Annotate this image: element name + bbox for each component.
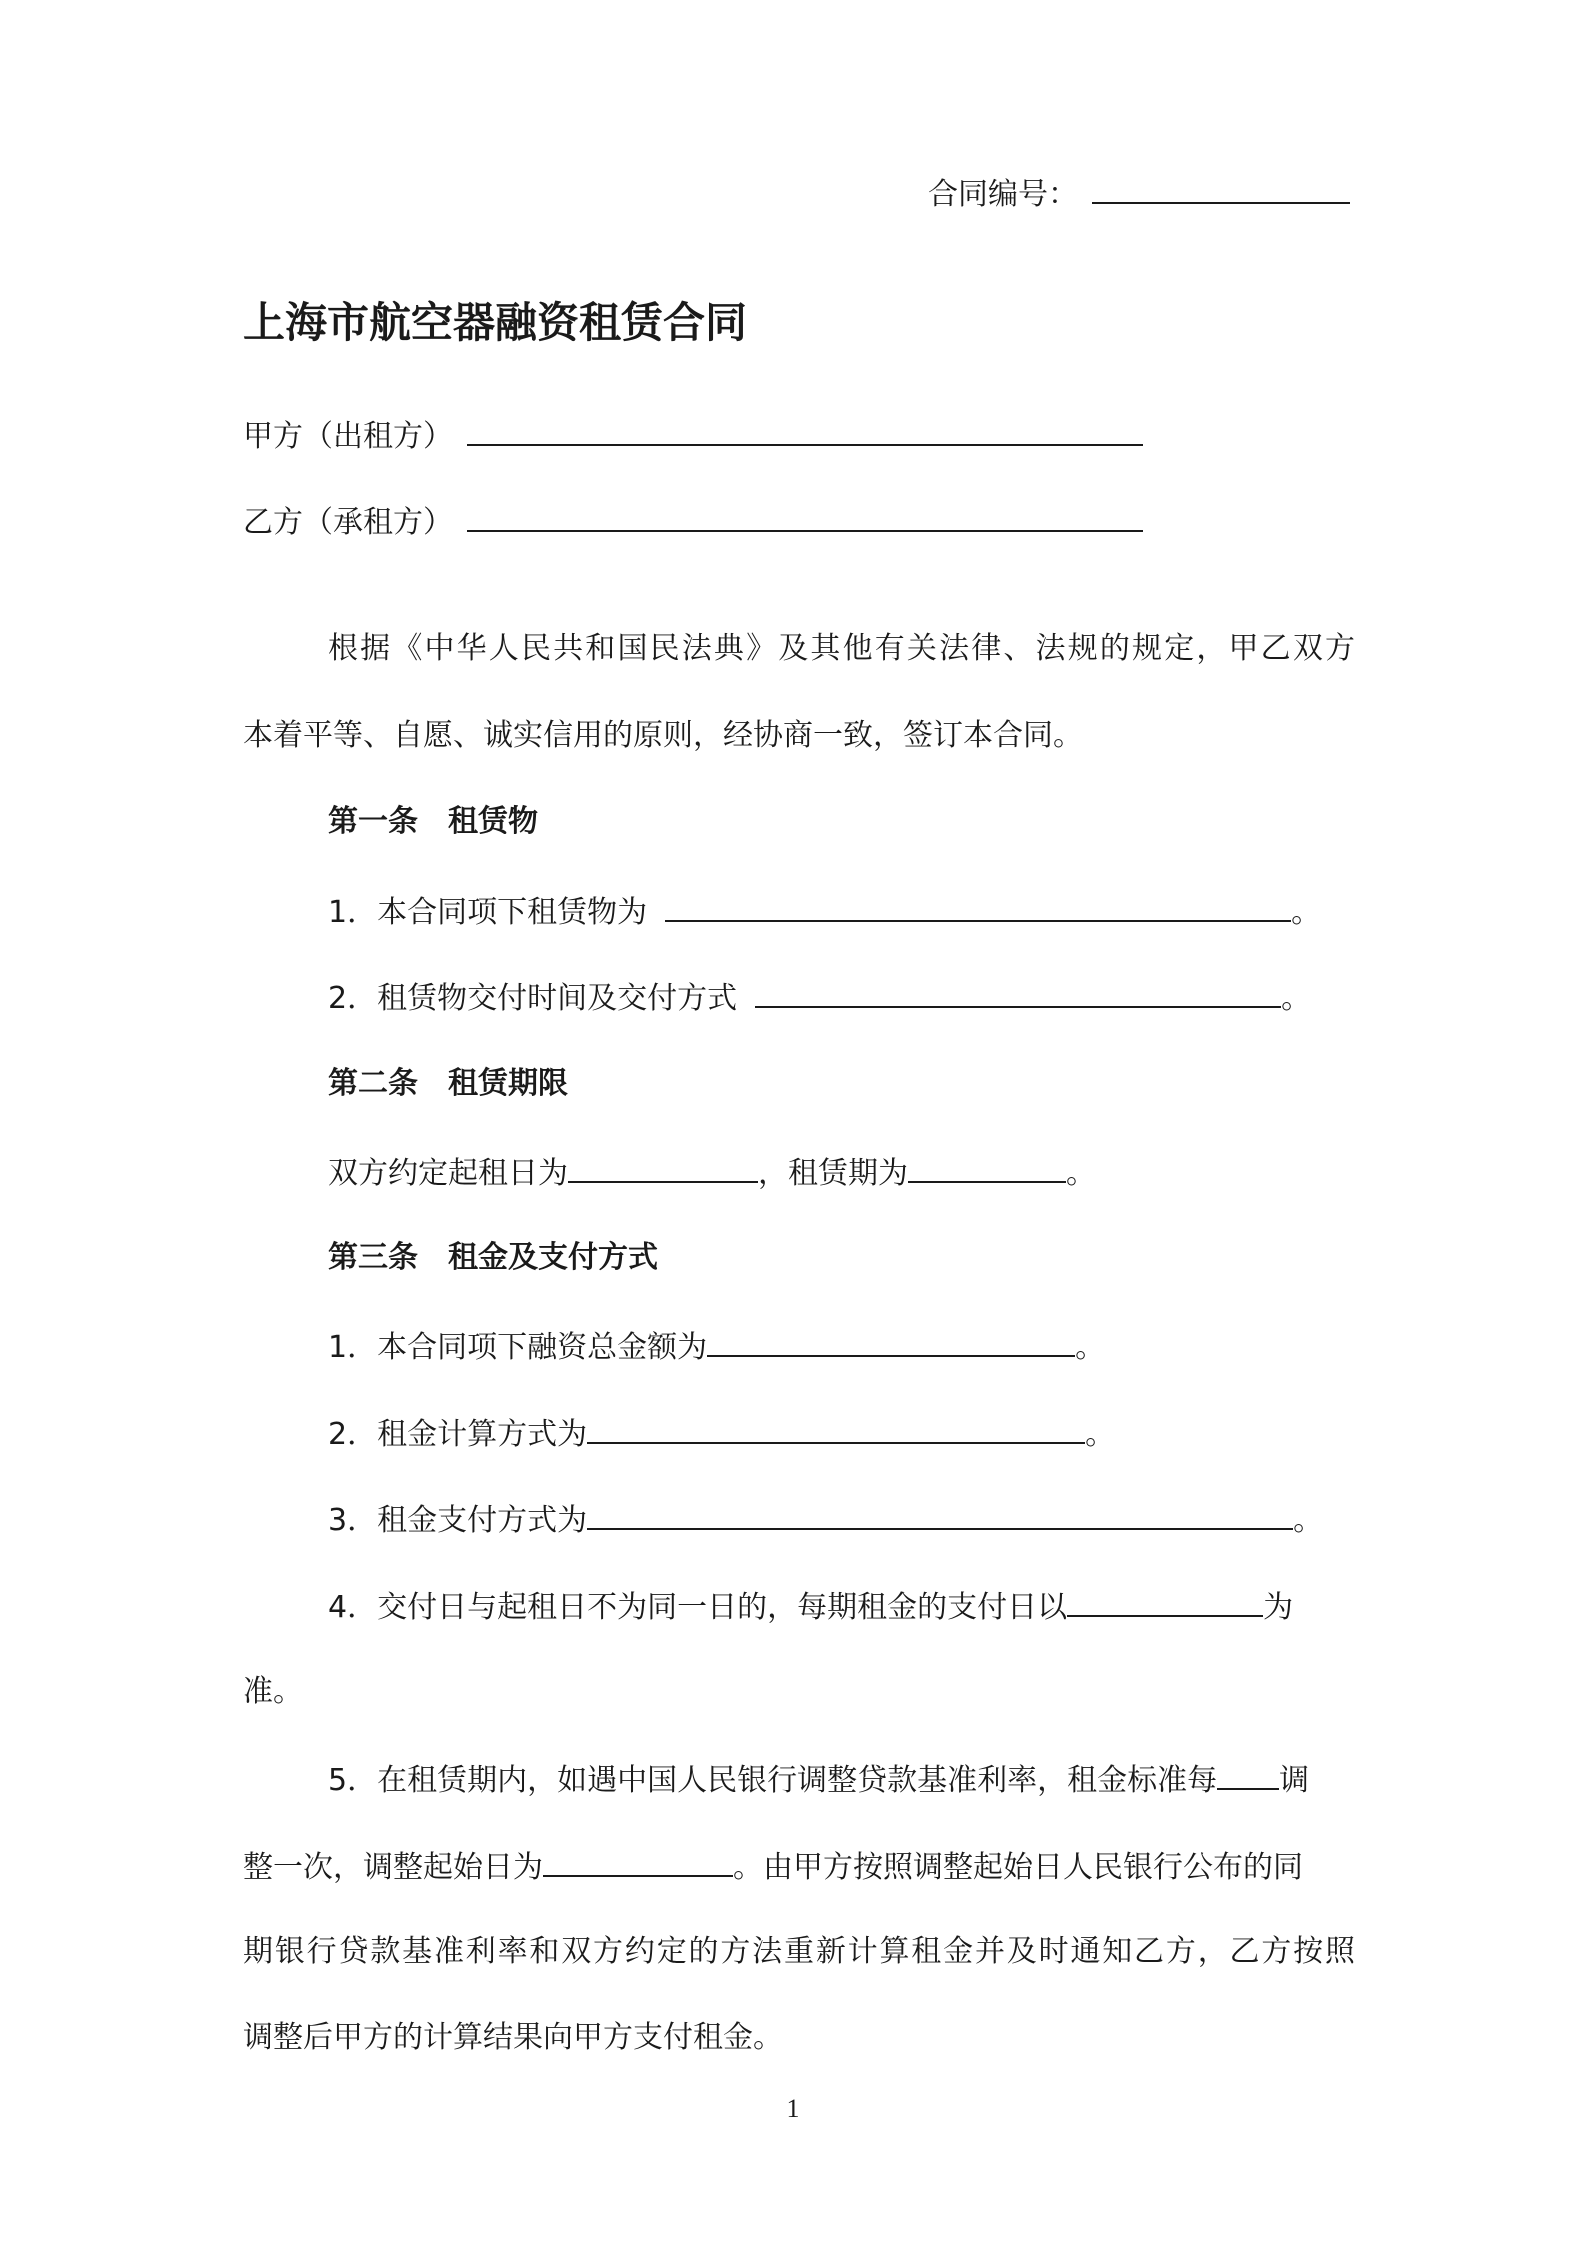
- article-3-item-5-line-2: [243, 1845, 1303, 1888]
- period-mark: 。: [1291, 895, 1322, 930]
- total-financing-field[interactable]: [707, 1325, 1075, 1357]
- intro-line-2: 本着平等、自愿、诚实信用的原则，经协商一致，签订本合同。: [243, 718, 1083, 753]
- article-3-item-4: [328, 1585, 1293, 1628]
- commencement-date-field[interactable]: [568, 1151, 758, 1183]
- article-1-item-1: [328, 890, 1321, 933]
- article-3-item-2: [328, 1412, 1115, 1455]
- text-segment: 4．交付日与起租日不为同一日的，每期租金的支付日以: [328, 1590, 1068, 1625]
- text-segment: 双方约定起租日为: [328, 1156, 568, 1191]
- contract-number-field[interactable]: [1092, 172, 1350, 204]
- item-label: 1．本合同项下融资总金额为: [328, 1330, 708, 1365]
- party-b-label: 乙方（承租方）: [243, 505, 453, 540]
- article-2-heading: 第二条 租赁期限: [328, 1066, 568, 1101]
- leased-object-field[interactable]: [665, 890, 1291, 922]
- article-3-item-4-cont: 准。: [243, 1674, 303, 1709]
- contract-number-row: [928, 172, 1350, 215]
- rent-payment-field[interactable]: [587, 1498, 1293, 1530]
- article-1-item-2: [328, 976, 1311, 1019]
- article-1-heading: 第一条 租赁物: [328, 804, 538, 839]
- party-a-label: 甲方（出租方）: [243, 419, 453, 454]
- article-3-item-5-line-3: 期银行贷款基准利率和双方约定的方法重新计算租金并及时通知乙方，乙方按照: [243, 1934, 1355, 1969]
- party-a-row: [243, 414, 1143, 457]
- item-label: 2．租金计算方式为: [328, 1417, 588, 1452]
- party-b-row: [243, 500, 1143, 543]
- article-3-item-3: [328, 1498, 1323, 1541]
- rent-calculation-field[interactable]: [587, 1412, 1085, 1444]
- article-3-heading: 第三条 租金及支付方式: [328, 1240, 658, 1275]
- text-segment: 整一次，调整起始日为: [243, 1850, 543, 1885]
- article-3-item-1: [328, 1325, 1105, 1368]
- text-segment: 为: [1263, 1590, 1294, 1625]
- payment-date-field[interactable]: [1067, 1585, 1263, 1617]
- adjustment-start-date-field[interactable]: [543, 1845, 733, 1877]
- text-segment: 。由甲方按照调整起始日人民银行公布的同: [733, 1850, 1303, 1885]
- delivery-method-field[interactable]: [755, 976, 1281, 1008]
- intro-line-1: 根据《中华人民共和国民法典》及其他有关法律、法规的规定，甲乙双方: [328, 631, 1355, 666]
- text-segment: 调: [1279, 1763, 1310, 1798]
- text-segment: ，租赁期为: [758, 1156, 908, 1191]
- text-segment: 5．在租赁期内，如遇中国人民银行调整贷款基准利率，租金标准每: [328, 1763, 1218, 1798]
- item-label: 2．租赁物交付时间及交付方式: [328, 981, 738, 1016]
- party-a-field[interactable]: [467, 414, 1143, 446]
- item-label: 1．本合同项下租赁物为: [328, 895, 648, 930]
- period-mark: 。: [1066, 1156, 1096, 1191]
- adjustment-interval-field[interactable]: [1217, 1758, 1279, 1790]
- party-b-field[interactable]: [467, 500, 1143, 532]
- document-title: 上海市航空器融资租赁合同: [243, 298, 748, 347]
- period-mark: 。: [1075, 1330, 1106, 1365]
- item-label: 3．租金支付方式为: [328, 1503, 588, 1538]
- article-3-item-5-line-4: 调整后甲方的计算结果向甲方支付租金。: [243, 2020, 783, 2055]
- page-number: 1: [786, 2094, 800, 2123]
- lease-term-field[interactable]: [908, 1151, 1066, 1183]
- article-2-text: [328, 1151, 1096, 1194]
- article-3-item-5: [328, 1758, 1309, 1801]
- period-mark: 。: [1085, 1417, 1116, 1452]
- period-mark: 。: [1281, 981, 1312, 1016]
- contract-number-label: 合同编号：: [928, 177, 1078, 212]
- period-mark: 。: [1293, 1503, 1324, 1538]
